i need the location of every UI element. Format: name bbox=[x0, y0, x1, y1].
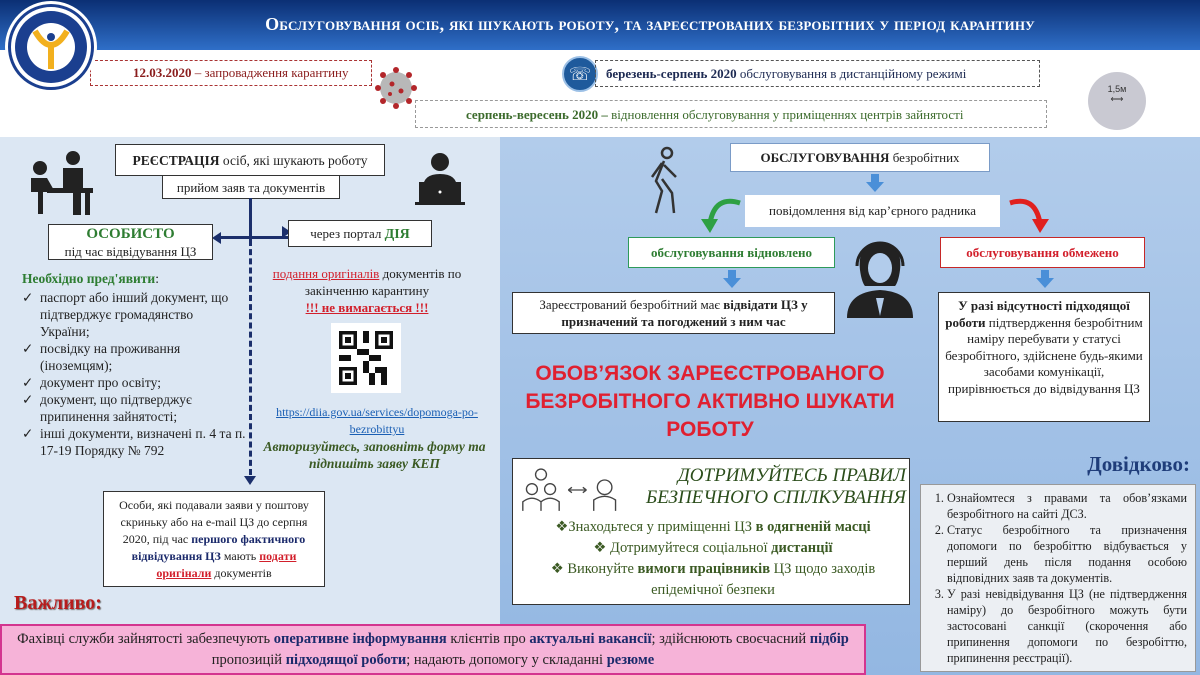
reference-title: Довідково: bbox=[1087, 452, 1190, 476]
service-title bbox=[730, 143, 990, 172]
important-label: Важливо: bbox=[14, 592, 102, 614]
post-red: подати оригінали bbox=[156, 549, 297, 580]
registration-subtitle: прийом заяв та документів bbox=[162, 175, 340, 199]
auth-instruction: Авторизуйтесь, заповніть форму та підпишіть заяву КЕП bbox=[263, 439, 486, 471]
resumed-bold: відвідати ЦЗ у призначений та погоджений з ним час bbox=[561, 297, 808, 329]
important-bold: підходящої роботи bbox=[285, 652, 407, 668]
important-bold: резюме bbox=[606, 652, 655, 668]
rule-bold: в одягненій масці bbox=[755, 519, 871, 535]
connector-line bbox=[249, 198, 252, 240]
red-curved-arrow-icon bbox=[1005, 195, 1055, 235]
document-item: ✓ інші документи, визначені п. 4 та п. 17-19 Порядку № 792 bbox=[22, 425, 246, 459]
walking-person-icon bbox=[640, 145, 685, 215]
in-person-sub: під час відвідування ЦЗ bbox=[64, 244, 197, 259]
arrow-down-icon bbox=[866, 174, 884, 192]
rule-bold: дистанції bbox=[771, 540, 833, 556]
document-item: ✓ документ, що підтверджує припинення зайнятості; bbox=[22, 391, 246, 425]
document-item: ✓ документ про освіту; bbox=[22, 374, 246, 391]
distance-label: 1,5м bbox=[1107, 84, 1127, 94]
arrow-left-icon bbox=[212, 232, 221, 244]
diia-portal-box bbox=[288, 220, 432, 247]
duty-heading: ОБОВ’ЯЗОК ЗАРЕЄСТРОВАНОГО БЕЗРОБІТНОГО АКТИВНО ШУКАТИ РОБОТУ bbox=[525, 362, 895, 441]
qr-code[interactable] bbox=[331, 323, 401, 393]
originals-rest: документів по закінченню карантину bbox=[304, 266, 462, 298]
limited-detail bbox=[938, 292, 1150, 422]
reference-list bbox=[920, 484, 1196, 672]
reference-item: 2. Статус безробітного та призначення допомоги по безробіттю відбувається у перший день після подання особою відповідних заяв та документів. bbox=[947, 522, 1187, 586]
document-item: ✓ посвідку на проживання (іноземцям); bbox=[22, 340, 246, 374]
important-box bbox=[0, 624, 866, 675]
connector-line bbox=[215, 236, 288, 239]
arrow-down-icon bbox=[723, 270, 741, 288]
service-resumed-box: обслуговування відновлено bbox=[628, 237, 835, 268]
important-text: пропозицій bbox=[211, 652, 286, 668]
post-bold: першого фактичного відвідування ЦЗ bbox=[131, 532, 306, 563]
rule-item: ❖ Виконуйте вимоги працівників ЦЗ щодо заходів епідемічної безпеки bbox=[550, 561, 876, 598]
rule-item: ❖Знаходьтеся у приміщенні ЦЗ в одягненій масці bbox=[555, 519, 871, 535]
in-person-box bbox=[48, 224, 213, 260]
resumed-text: Зареєстрований безробітний має bbox=[539, 297, 724, 312]
post-text: Особи, які подавали заяви у поштову скриньку або на e-mail ЦЗ до серпня 2020, під час bbox=[119, 498, 309, 546]
safety-rules-box bbox=[512, 458, 910, 605]
social-distance-icon: 1,5м ⟷ bbox=[1088, 72, 1146, 130]
arrow-down-icon bbox=[244, 476, 256, 485]
limited-text: підтвердження безробітним наміру перебувати у статусі безробітного, здійснене будь-якими засобами комунікації, прирівнюється до відвідування ЦЗ bbox=[945, 314, 1143, 396]
timeline-date: 12.03.2020 bbox=[133, 65, 192, 80]
required-documents bbox=[22, 270, 246, 459]
limited-bold: У разі відсутності підходящої роботи bbox=[945, 298, 1130, 330]
service-rest: безробітних bbox=[889, 150, 960, 165]
originals-note bbox=[262, 265, 472, 316]
important-text: клієнтів про bbox=[446, 631, 530, 647]
timeline-text: – запровадження карантину bbox=[191, 65, 349, 80]
rules-list bbox=[518, 517, 908, 601]
support-operator-icon bbox=[845, 238, 915, 318]
rule-bold: вимоги працівників bbox=[637, 561, 771, 577]
document-item: ✓ паспорт або інший документ, що підтверджує громадянство України; bbox=[22, 289, 246, 340]
originals-link: подання оригіналів bbox=[272, 266, 380, 281]
reference-item: 1. Ознайомтеся з правами та обов’язками безробітного на сайті ДСЗ. bbox=[947, 490, 1187, 522]
rule-text: Знаходьтеся у приміщенні ЦЗ bbox=[568, 519, 756, 535]
reference-item: 3. У разі невідвідування ЦЗ (не підтвердження наміру) до безробітного можуть бути застосовані санкції (скорочення або припинення допомоги по безробіттю, припинення реєстрації). bbox=[947, 586, 1187, 666]
service-limited-box: обслуговування обмежено bbox=[940, 237, 1145, 268]
required-colon: : bbox=[155, 271, 159, 286]
rule-item: ❖ Дотримуйтеся соціальної дистанції bbox=[593, 540, 833, 556]
career-advisor-notice: повідомлення від кар’єрного радника bbox=[745, 195, 1000, 227]
timeline-resumed bbox=[415, 100, 1047, 128]
diia-link[interactable]: https://diia.gov.ua/services/dopomoga-po-bezrobittyu bbox=[276, 405, 478, 436]
required-label: Необхідно пред'явити bbox=[22, 271, 156, 286]
registration-title bbox=[115, 144, 385, 176]
post-text: документів bbox=[211, 566, 272, 580]
timeline-remote bbox=[595, 60, 1040, 87]
rule-text: Дотримуйтеся соціальної bbox=[610, 540, 772, 556]
timeline-date: серпень-вересень 2020 – bbox=[466, 107, 608, 122]
timeline-text: відновлення обслуговування у приміщеннях центрів зайнятості bbox=[607, 107, 964, 122]
portal-prefix: через портал bbox=[310, 226, 385, 241]
timeline-date: березень-серпень 2020 bbox=[606, 66, 737, 81]
post-submission-note bbox=[103, 491, 325, 587]
important-bold: оперативне інформування bbox=[273, 631, 447, 647]
post-text: мають bbox=[220, 549, 260, 563]
in-person-title: ОСОБИСТО bbox=[86, 226, 175, 242]
portal-name: ДІЯ bbox=[384, 227, 410, 242]
registration-rest: осіб, які шукають роботу bbox=[219, 153, 368, 168]
important-bold: актуальні вакансії bbox=[529, 631, 652, 647]
important-bold: підбір bbox=[809, 631, 849, 647]
page-title: Обслуговування осіб, які шукають роботу, та зареєстрованих безробітних у період карантину bbox=[265, 14, 1035, 34]
important-text: Фахівці служби зайнятості забезпечують bbox=[17, 631, 274, 647]
rule-text: Виконуйте bbox=[567, 561, 638, 577]
service-bold: ОБСЛУГОВУВАННЯ bbox=[760, 150, 890, 165]
important-text: ; здійснюють своєчасний bbox=[651, 631, 810, 647]
resumed-detail bbox=[512, 292, 835, 334]
laptop-user-icon bbox=[415, 150, 465, 206]
employment-service-logo bbox=[8, 4, 94, 90]
rules-title: ДОТРИМУЙТЕСЬ ПРАВИЛ БЕЗПЕЧНОГО СПІЛКУВАННЯ bbox=[646, 465, 906, 508]
phone-support-icon: ☏ bbox=[562, 56, 598, 92]
virus-icon bbox=[372, 64, 420, 112]
consultation-icon bbox=[25, 148, 95, 218]
rule-text: ЦЗ щодо заходів епідемічної безпеки bbox=[651, 561, 876, 598]
arrow-down-icon bbox=[1036, 270, 1054, 288]
not-required: !!! не вимагається !!! bbox=[305, 300, 429, 315]
registration-bold: РЕЄСТРАЦІЯ bbox=[132, 153, 220, 168]
green-curved-arrow-icon bbox=[695, 195, 745, 235]
timeline-text: обслуговування в дистанційному режимі bbox=[736, 66, 967, 81]
people-distance-icon bbox=[521, 465, 621, 515]
important-text: ; надають допомогу у складанні bbox=[406, 652, 607, 668]
timeline-quarantine bbox=[90, 60, 372, 86]
